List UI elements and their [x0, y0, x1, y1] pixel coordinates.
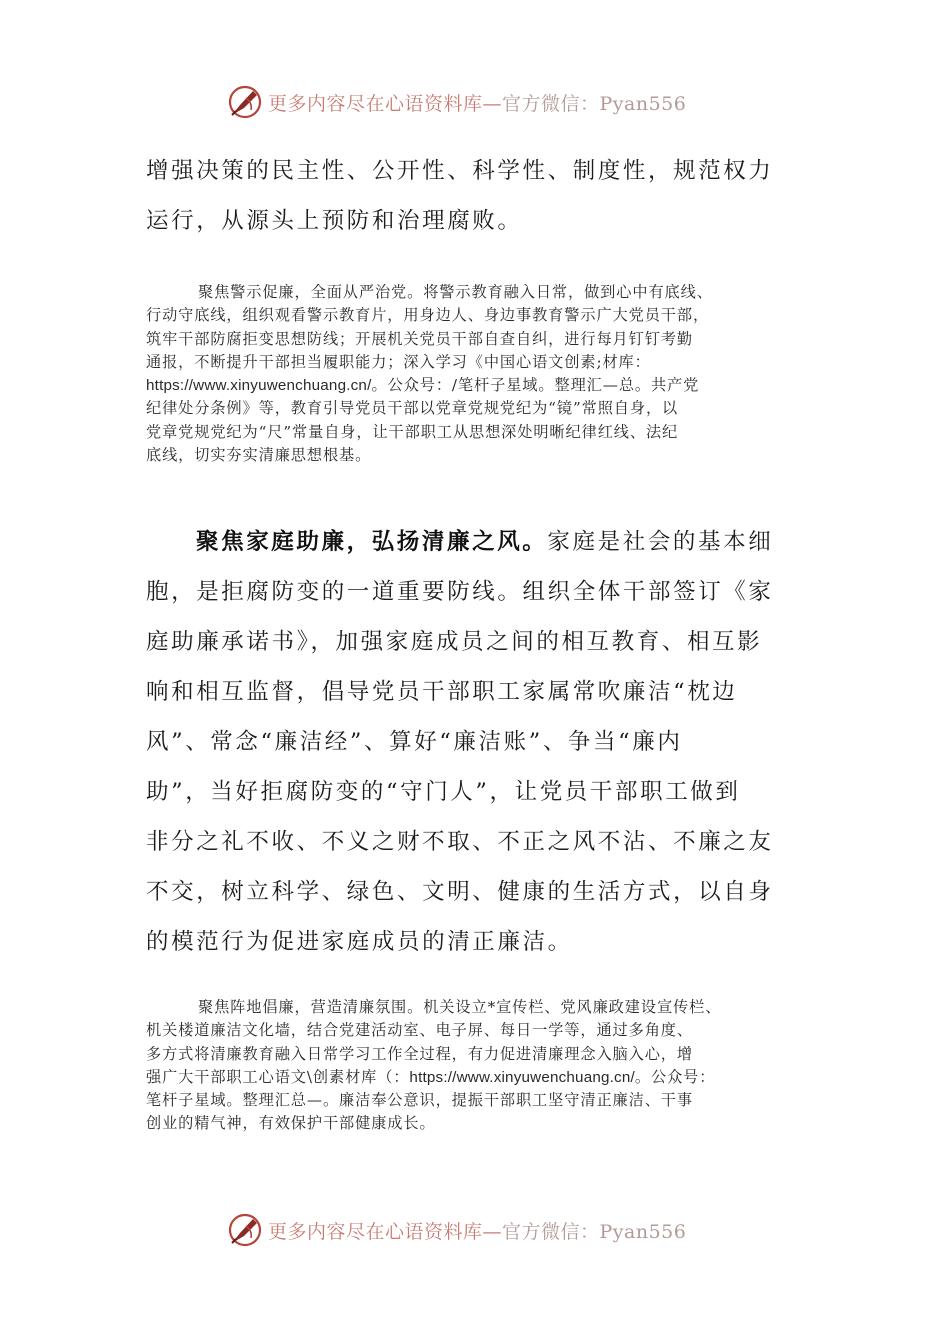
pen-logo-icon [226, 83, 264, 121]
p3-line: 庭助廉承诺书》，加强家庭成员之间的相互教育、相互影 [146, 629, 763, 655]
p3-line: 不交，树立科学、绿色、文明、健康的生活方式，以自身 [146, 879, 774, 905]
p4-line: 聚焦阵地倡廉，营造清廉氛围。机关设立*宣传栏、党风廉政建设宣传栏、 [198, 998, 722, 1016]
p3-line: 响和相互监督，倡导党员干部职工家属常吹廉洁“枕边 [146, 679, 738, 705]
p3-line: 聚焦家庭助廉，弘扬清廉之风。家庭是社会的基本细 [196, 529, 774, 555]
footer-wechat: 官方微信：Pyan556 [502, 1220, 687, 1243]
p1-line: 运行，从源头上预防和治理腐败。 [146, 208, 523, 234]
p2-line: 纪律处分条例》等，教育引导党员干部以党章党规党纪为“镜”常照自身，以 [146, 399, 679, 418]
p2-line: 通报，不断提升干部担当履职能力；深入学习《中国心语文创素;材库： [146, 352, 651, 371]
p3-line: 的模范行为促进家庭成员的清正廉洁。 [146, 929, 573, 955]
p3-line: 助”，当好拒腐防变的“守门人”，让党员干部职工做到 [146, 779, 741, 805]
p2-line: 底线，切实夯实清廉思想根基。 [146, 446, 372, 465]
p2-line: 聚焦警示促廉，全面从严治党。将警示教育融入日常，做到心中有底线、 [198, 283, 713, 301]
p3-line: 胞，是拒腐防变的一道重要防线。组织全体干部签订《家 [146, 579, 774, 605]
p4-line: 机关楼道廉洁文化墙，结合党建活动室、电子屏、每日一学等，通过多角度、 [146, 1021, 693, 1040]
p3-heading: 聚焦家庭助廉，弘扬清廉之风。 [196, 529, 548, 555]
p3-line: 风”、常念“廉洁经”、算好“廉洁账”、争当“廉内 [146, 729, 683, 755]
header-watermark [226, 82, 746, 122]
p4-line: 多方式将清廉教育融入日常学习工作全过程，有力促进清廉理念入脑入心，增 [146, 1044, 693, 1063]
header-slogan: 更多内容尽在心语资料库— [268, 92, 503, 115]
header-wechat: 官方微信：Pyan556 [502, 92, 687, 115]
p4-line: 创业的精气神，有效保护干部健康成长。 [146, 1114, 436, 1133]
p4-url: https://www.xinyuwenchuang.cn/ [409, 1068, 635, 1086]
paragraph-2 [146, 281, 810, 467]
p3-line: 非分之礼不收、不义之财不取、不正之风不沾、不廉之友 [146, 829, 774, 855]
p2-line: 筑牢干部防腐拒变思想防线；开展机关党员干部自查自纠，进行每月钉钉考勤 [146, 329, 693, 348]
footer-watermark-text [268, 1217, 686, 1244]
footer-watermark [226, 1210, 746, 1250]
header-watermark-text [268, 89, 686, 116]
p4-line: 强广大干部职工心语文\创素材库（：https://www.xinyuwenchuang.cn/。公众号： [146, 1067, 716, 1086]
paragraph-4 [146, 996, 810, 1136]
footer-slogan: 更多内容尽在心语资料库— [268, 1220, 503, 1243]
pen-logo-icon [226, 1211, 264, 1249]
paragraph-3 [146, 517, 806, 967]
p2-line: 行动守底线，组织观看警示教育片，用身边人、身边事教育警示广大党员干部， [146, 306, 710, 325]
paragraph-1 [146, 146, 806, 246]
p4-line: 笔杆子星域。整理汇总—。廉洁奉公意识，提振干部职工坚守清正廉洁、干事 [146, 1091, 693, 1110]
p1-line: 增强决策的民主性、公开性、科学性、制度性，规范权力 [146, 158, 774, 184]
p2-url: https://www.xinyuwenchuang.cn/ [146, 377, 372, 395]
p2-line: 党章党规党纪为“尺”常量自身，让干部职工从思想深处明晰纪律红线、法纪 [146, 422, 679, 441]
p2-line: https://www.xinyuwenchuang.cn/。公众号：/笔杆子星域。整理汇—总。共产党 [146, 376, 700, 395]
